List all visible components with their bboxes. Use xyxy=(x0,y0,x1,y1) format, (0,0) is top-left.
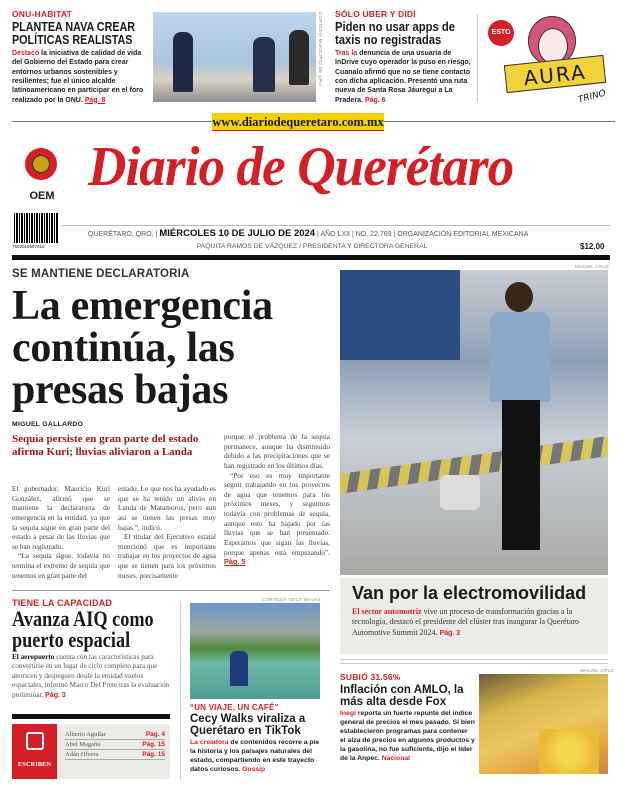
main-story[interactable] xyxy=(12,264,330,459)
columnist-item[interactable] xyxy=(65,730,165,740)
page-ref[interactable]: Pág. 3 xyxy=(45,691,66,699)
body: vive un proceso de transformación gracias a la tecnología, destacó el presidente del clúster tras inaugurar la Querétaro Automotive Summit 2024. xyxy=(352,606,580,637)
teaser-uber-didi[interactable] xyxy=(335,10,472,105)
article-column-1 xyxy=(12,484,110,580)
market-produce-photo xyxy=(479,674,608,774)
escriben-badge xyxy=(12,724,57,779)
kicker: ONU-HABITAT xyxy=(12,9,72,19)
byline: MIGUEL GALLARDO xyxy=(12,421,84,429)
organization: ORGANIZACIÓN EDITORIAL MEXICANA xyxy=(397,231,529,238)
page-ref[interactable]: Nacional xyxy=(381,754,411,762)
signature: TRINO xyxy=(577,88,608,106)
forum-photo xyxy=(153,12,316,102)
inflation-story[interactable] xyxy=(340,673,475,764)
photo-credit: MIGUEL CRUZ xyxy=(575,264,610,269)
columnist-name: Adán Olvera xyxy=(65,751,99,758)
escriben-label: ESCRIBEN xyxy=(17,761,52,768)
paragraph: estado. Lo que nos ha ayudado es que se ha tenido un alivio en Landa de Matamoros, pero aun así se tienen las presas muy bajas.”, indicó. xyxy=(118,484,216,532)
headline: Inflación con AMLO, la más alta desde Fox xyxy=(340,683,464,708)
feature-headline: Van por la electromovilidad xyxy=(352,583,587,603)
page-ref[interactable]: Gossip xyxy=(242,765,266,773)
photo-credit: CORTESÍA MUNICIPIO DE QRO. xyxy=(318,12,323,88)
barcode-number: 7503019697018 xyxy=(12,244,45,249)
electromobility-photo xyxy=(340,270,608,575)
paragraph: El titular del Ejecutivo estatal mencionó que es importante trabajar en los proyectos de agua que se tienen para los próximos meses, precisamente xyxy=(118,532,216,580)
kicker: SÓLO UBER Y DIDI xyxy=(335,9,416,19)
page-ref[interactable]: Pág. 8 xyxy=(84,96,106,104)
page-ref: Pág. 4 xyxy=(145,731,165,738)
paragraph: porque el problema de la sequía permanece, aunque ha disminuido debido a las precipitaciones que se han registrado en los últimos días. xyxy=(224,432,330,470)
oem-sun-logo xyxy=(19,146,63,186)
oem-logo-text: OEM xyxy=(29,190,55,202)
esto-badge: ESTO xyxy=(488,20,514,46)
pen-icon xyxy=(26,732,44,750)
columnist-list xyxy=(65,730,165,760)
lead: El sector automotriz xyxy=(352,606,422,616)
issue-number: NO. 22,769 xyxy=(355,231,392,238)
lead: Inegi xyxy=(340,709,356,717)
headline: Cecy Walks viraliza a Querétaro en TikTok xyxy=(190,713,306,738)
lead: Destacó xyxy=(12,50,40,58)
body: cuenta con las características para convertirse en un lugar de ciclo completo para que aterricen y despeguen desde la entidad vuelos espaciales, informó Marco Del Prete tras la evaluación preliminar. xyxy=(12,653,170,699)
photo-credit: CORTESÍA CECY WALKS xyxy=(262,597,321,602)
body: de contenidos recorre a pie la historia y los paisajes naturales del estado, compartiendo en este trayecto datos curiosos. xyxy=(190,739,320,773)
aiq-story[interactable] xyxy=(12,598,172,700)
kicker: SUBIÓ 31.56% xyxy=(340,672,401,682)
page-ref[interactable]: Pág. 3 xyxy=(439,629,461,637)
article-column-3 xyxy=(224,432,330,567)
city: QUERÉTARO, QRO. xyxy=(88,231,154,238)
kicker: SE MANTIENE DECLARATORIA xyxy=(12,268,190,280)
page-ref[interactable]: Pág. 6 xyxy=(364,96,386,104)
edition-info: QUERÉTARO, QRO. | MIÉRCOLES 10 DE JULIO DE 2024 | AÑO LXII | NO. 22,769 | ORGANIZACIÓN EDITORIAL MEXICANA xyxy=(88,228,529,239)
page-ref: Pág. 15 xyxy=(142,751,165,758)
main-headline: La emergencia continúa, las presas bajas xyxy=(12,283,273,414)
lead: Tras la xyxy=(335,50,358,58)
teaser-text xyxy=(12,49,146,105)
website-link[interactable]: www.diariodequeretaro.com.mx xyxy=(212,115,384,129)
columnist-name: Abel Magaña xyxy=(65,741,101,748)
lead: El aeropuerto xyxy=(12,653,55,662)
masthead-title: Diario de Querétaro xyxy=(88,136,514,198)
paragraph: El gobernador, Mauricio Kuri González, afirmó que se mantiene la declaratoria de emergencia en la entidad, ya que la sequía sigue en gran parte del estado a pesar de las lluvias que se han registrado. xyxy=(12,484,110,551)
year: AÑO LXII xyxy=(320,231,351,238)
paragraph: “Por eso es muy importante seguir trabajando en los proyectos de agua que tenemos para los próximos meses, y seguimos todavía con problemas de sequía, aunque esto ha bajado por las lluvias que se han presentado. Esperamos que sigan las lluvias, porque apenas está empezando”. xyxy=(224,470,330,557)
article-column-2 xyxy=(118,484,216,580)
columnist-item[interactable] xyxy=(65,750,165,760)
lead: La creadora xyxy=(190,739,229,747)
aura-cartoon xyxy=(500,10,618,110)
subhead: Sequía persiste en gran parte del estado afirma Kuri; lluvias aliviaron a Landa xyxy=(12,433,199,458)
kicker: TIENE LA CAPACIDAD xyxy=(12,598,113,608)
kicker: “UN VIAJE, UN CAFÉ” xyxy=(190,703,279,712)
headline: PLANTEA NAVA CREAR POLÍTICAS REALISTAS xyxy=(12,19,136,47)
paragraph: “La sequía sigue, todavía no termina el extremo de sequía que tenemos en gran parte del xyxy=(12,551,110,580)
columnist-item[interactable] xyxy=(65,740,165,750)
body: reporta un fuerte repunte del índice general de precios el mes pasado. Si bien establecieron programas para contener el alza de precios en algunos productos y la gasolina, no fue suficiente, dijo el líder de la Anpec. xyxy=(340,709,475,762)
body: la iniciativa de calidad de vida del Gobierno del Estado para crear entornos urbanos sostenibles y resilientes; fue el único alcalde latinoamericano en participar en el foro realizado por la ONU. xyxy=(12,50,144,104)
page-ref: Pág. 15 xyxy=(142,741,165,748)
headline: Avanza AIQ como puerto espacial xyxy=(12,606,154,653)
cecy-walks-story[interactable] xyxy=(190,703,322,775)
teaser-text xyxy=(335,49,472,105)
barcode xyxy=(14,213,59,243)
headline: Piden no usar apps de taxis no registradas xyxy=(335,19,456,47)
page-ref[interactable]: Pág. 5 xyxy=(224,557,246,567)
columnist-name: Alberto Aguilar xyxy=(65,731,106,738)
feature-caption[interactable] xyxy=(340,578,608,654)
director: PAQUITA RAMOS DE VÁZQUEZ / PRESIDENTA Y DIRECTORA GENERAL xyxy=(196,243,428,250)
date: MIÉRCOLES 10 DE JULIO DE 2024 xyxy=(159,228,316,239)
aura-banner: AURA xyxy=(504,55,606,93)
body: denuncia de una usuaria de InDrive cuyo operador la puso en riesgo, Cuanalo afirmó que no se tiene contacto con dicha aplicación. Presentó una ruta nueva de Santa Rosa Jáuregui a La Pradera. xyxy=(335,50,471,104)
cecy-walks-photo xyxy=(190,603,320,699)
escriben-box xyxy=(12,724,170,779)
price: $12.00 xyxy=(580,242,605,251)
teaser-onu-habitat[interactable] xyxy=(12,10,146,105)
photo-credit: MIGUEL CRUZ xyxy=(580,668,615,673)
